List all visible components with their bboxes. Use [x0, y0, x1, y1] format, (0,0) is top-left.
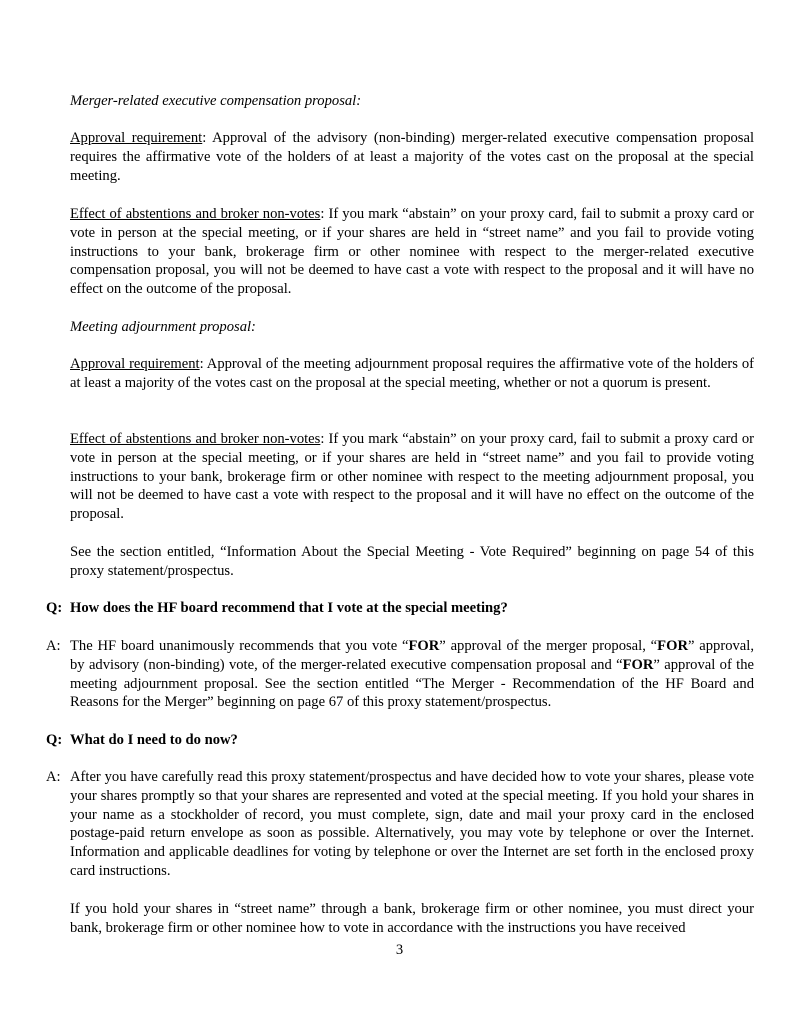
exec-comp-heading: Merger-related executive compensation proposal: — [70, 93, 362, 109]
for-emphasis: FOR — [622, 656, 654, 673]
approval-requirement-text: : Approval of the meeting adjournment proposal requires the affirmative vote of the holders of at least a majority of the votes cast on the proposal at the special meeting, whether or not a quorum is present. — [70, 356, 754, 391]
see-section-paragraph: See the section entitled, “Information About the Special Meeting - Vote Required” beginning on page 54 of this proxy statement/prospectus. — [70, 544, 754, 579]
question-text: What do I need to do now? — [70, 732, 238, 748]
adjournment-heading: Meeting adjournment proposal: — [70, 319, 256, 335]
effect-label: Effect of abstentions and broker non-votes — [70, 431, 321, 447]
answer-label: A: — [46, 769, 61, 785]
question-text: How does the HF board recommend that I vote at the special meeting? — [70, 600, 508, 616]
answer-continuation: If you hold your shares in “street name” through a bank, brokerage firm or other nominee, you must direct your bank, brokerage firm or other nominee how to vote in accordance with the instructions you have received — [70, 901, 754, 936]
effect-text: : If you mark “abstain” on your proxy card, fail to submit a proxy card or vote in person at the special meeting, or if your shares are held in “street name” and you fail to provide voting instructions to your bank, brokerage firm or other nominee with respect to the merger-related executive compensation proposal, you will not be deemed to have cast a vote with respect to the proposal and it will have no effect on the outcome of the proposal. — [70, 206, 754, 297]
page-number: 3 — [395, 942, 404, 958]
answer-text: The HF board unanimously recommends that you vote “FOR” approval of the merger proposal, “FOR” approval, by advisory (non-binding) vote, of the merger-related executive compensation proposal and “FOR” approval of the meeting adjournment proposal. See the section entitled “The Merger - Recommendation of the HF Board and Reasons for the Merger” beginning on page 67 of this proxy statement/prospectus. — [70, 638, 754, 711]
exec-comp-effect-paragraph — [70, 205, 754, 299]
for-emphasis: FOR — [408, 638, 440, 654]
approval-requirement-text: : Approval of the advisory (non-binding) merger-related executive compensation proposal requires the affirmative vote of the holders of at least a majority of the votes cast on the proposal at the special meeting. — [70, 130, 755, 184]
question-label: Q: — [46, 600, 63, 616]
approval-requirement-label: Approval requirement — [70, 356, 200, 372]
answer-label: A: — [46, 638, 61, 654]
exec-comp-approval-paragraph — [70, 129, 754, 185]
adjournment-effect-paragraph — [70, 430, 754, 524]
for-emphasis: FOR — [657, 638, 688, 654]
question-label: Q: — [46, 732, 63, 748]
effect-text: : If you mark “abstain” on your proxy card, fail to submit a proxy card or vote in person at the special meeting, or if your shares are held in “street name” and you fail to provide voting instructions to your bank, brokerage firm or other nominee with respect to the meeting adjournment proposal, you will not be deemed to have cast a vote with respect to the proposal and it will have no effect on the outcome of the proposal. — [70, 431, 754, 522]
approval-requirement-label: Approval requirement — [70, 130, 203, 146]
answer-text: After you have carefully read this proxy statement/prospectus and have decided how to vote your shares, please vote your shares promptly so that your shares are represented and voted at the special meeting. If you hold your shares in your name as a stockholder of record, you must complete, sign, date and mail your proxy card in the enclosed postage-paid return envelope as soon as possible. Alternatively, you may vote by telephone or over the Internet. Information and applicable deadlines for voting by telephone or over the Internet are set forth in the enclosed proxy card instructions. — [70, 769, 754, 879]
effect-label: Effect of abstentions and broker non-votes — [70, 206, 321, 222]
adjournment-approval-paragraph — [70, 355, 754, 393]
